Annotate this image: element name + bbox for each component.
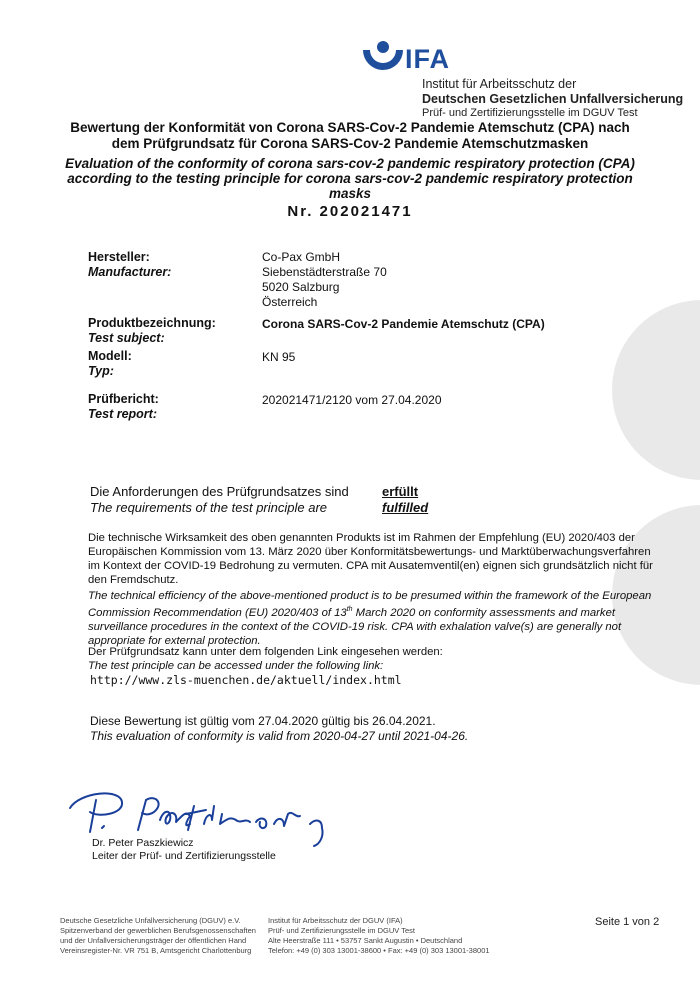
report-label-de: Prüfbericht:: [88, 392, 159, 406]
efficiency-en-part-1: The technical efficiency of the above-mentioned product is to be presumed within the framework of the European Commission Recommendation (EU) 2020/403 of 13: [88, 590, 652, 619]
manufacturer-line: Siebenstädterstraße 70: [262, 265, 387, 279]
validity-de: Diese Bewertung ist gültig vom 27.04.2020 gültig bis 26.04.2021.: [90, 714, 436, 728]
manufacturer-line: 5020 Salzburg: [262, 280, 340, 294]
validity-en: This evaluation of conformity is valid from 2020-04-27 until 2021-04-26.: [90, 729, 469, 743]
signatory-name: Dr. Peter Paszkiewicz: [92, 837, 194, 849]
footer-line: Spitzenverband der gewerblichen Berufsgenossenschaften: [60, 926, 256, 935]
title-en-line-3: masks: [328, 186, 372, 201]
title-en-line-1: Evaluation of the conformity of corona sars-cov-2 pandemic respiratory protection (CPA): [65, 156, 635, 171]
institute-line-1: Institut für Arbeitsschutz der: [422, 77, 577, 91]
manufacturer-line: Co-Pax GmbH: [262, 250, 341, 264]
report-value: 202021471/2120 vom 27.04.2020: [262, 393, 442, 407]
institute-line-3: Prüf- und Zertifizierungsstelle im DGUV Test: [422, 107, 638, 119]
model-value: KN 95: [262, 350, 296, 364]
signatory-role: Leiter der Prüf- und Zertifizierungsstelle: [92, 850, 276, 862]
manufacturer-label: [88, 250, 171, 280]
model-label-en: Typ:: [88, 364, 114, 378]
requirements-text-en: The requirements of the test principle are: [90, 500, 328, 515]
model-label-de: Modell:: [88, 349, 132, 363]
efficiency-text-de: Die technische Wirksamkeit des oben genannten Produkts ist im Rahmen der Empfehlung (EU) 2020/403 der Europäischen Kommission vom 13. März 2020 über Konformitätsbewertungs- und Marktüberwachungsverfahren im Kontext der COVID-19 Bedrohung zu vermuten. CPA mit Ausatemventil(en) eignen sich grundsätzlich nicht für den Fremdschutz.: [88, 532, 653, 586]
subject-value: Corona SARS-Cov-2 Pandemie Atemschutz (CPA): [262, 317, 545, 331]
footer-line: und der Unfallversicherungsträger der öffentlichen Hand: [60, 936, 247, 945]
manufacturer-label-de: Hersteller:: [88, 250, 150, 264]
page-number: Seite 1 von 2: [595, 916, 660, 928]
footer-line: Telefon: +49 (0) 303 13001-38600 • Fax: +49 (0) 303 13001-38001: [268, 946, 490, 955]
requirements-text-de: Die Anforderungen des Prüfgrundsatzes sind: [90, 484, 349, 499]
footer-line: Institut für Arbeitsschutz der DGUV (IFA): [268, 916, 403, 925]
report-label: [88, 392, 159, 422]
decorative-circle-top: [612, 300, 700, 480]
manufacturer-line: Österreich: [262, 295, 318, 309]
title-german: [40, 120, 660, 152]
subject-label-en: Test subject:: [88, 331, 165, 345]
footer-dguv-info: [60, 916, 260, 956]
title-english: [40, 156, 660, 201]
requirements-status-en: fulfilled: [382, 500, 429, 515]
test-principle-link[interactable]: http://www.zls-muenchen.de/aktuell/index.html: [90, 673, 402, 687]
efficiency-en-sup: th: [346, 606, 353, 613]
subject-label-de: Produktbezeichnung:: [88, 316, 216, 330]
ifa-logo-icon: [360, 40, 406, 74]
efficiency-text-en: [88, 589, 663, 648]
requirements-status-de: erfüllt: [382, 484, 419, 499]
title-en-line-2: according to the testing principle for corona sars-cov-2 pandemic respiratory protection: [67, 171, 633, 186]
footer-ifa-info: [268, 916, 498, 956]
logo-text: IFA: [405, 44, 451, 74]
manufacturer-label-en: Manufacturer:: [88, 265, 172, 279]
institute-line-2: Deutschen Gesetzlichen Unfallversicherung: [422, 92, 684, 106]
footer-line: Alte Heerstraße 111 • 53757 Sankt Augustin • Deutschland: [268, 936, 463, 945]
footer-line: Deutsche Gesetzliche Unfallversicherung (DGUV) e.V.: [60, 916, 241, 925]
title-de-line-1: Bewertung der Konformität von Corona SARS-Cov-2 Pandemie Atemschutz (CPA) nach: [70, 120, 630, 135]
manufacturer-value: [262, 250, 387, 310]
link-intro-de: Der Prüfgrundsatz kann unter dem folgenden Link eingesehen werden:: [88, 646, 443, 658]
report-label-en: Test report:: [88, 407, 157, 421]
title-de-line-2: dem Prüfgrundsatz für Corona SARS-Cov-2 Pandemie Atemschutzmasken: [111, 136, 589, 151]
footer-line: Prüf- und Zertifizierungsstelle im DGUV Test: [268, 926, 415, 935]
link-intro-en: The test principle can be accessed under the following link:: [88, 660, 384, 672]
subject-label: [88, 316, 216, 346]
certificate-number: Nr. 202021471: [287, 203, 413, 220]
model-label: [88, 349, 132, 379]
efficiency-en-part-2: March 2020 on conformity assessments and market surveillance procedures in the context of the COVID-19 risk. CPA with exhalation valve(s) are generally not appropriate for external protection.: [88, 606, 622, 647]
footer-line: Vereinsregister-Nr. VR 751 B, Amtsgericht Charlottenburg: [60, 946, 252, 955]
